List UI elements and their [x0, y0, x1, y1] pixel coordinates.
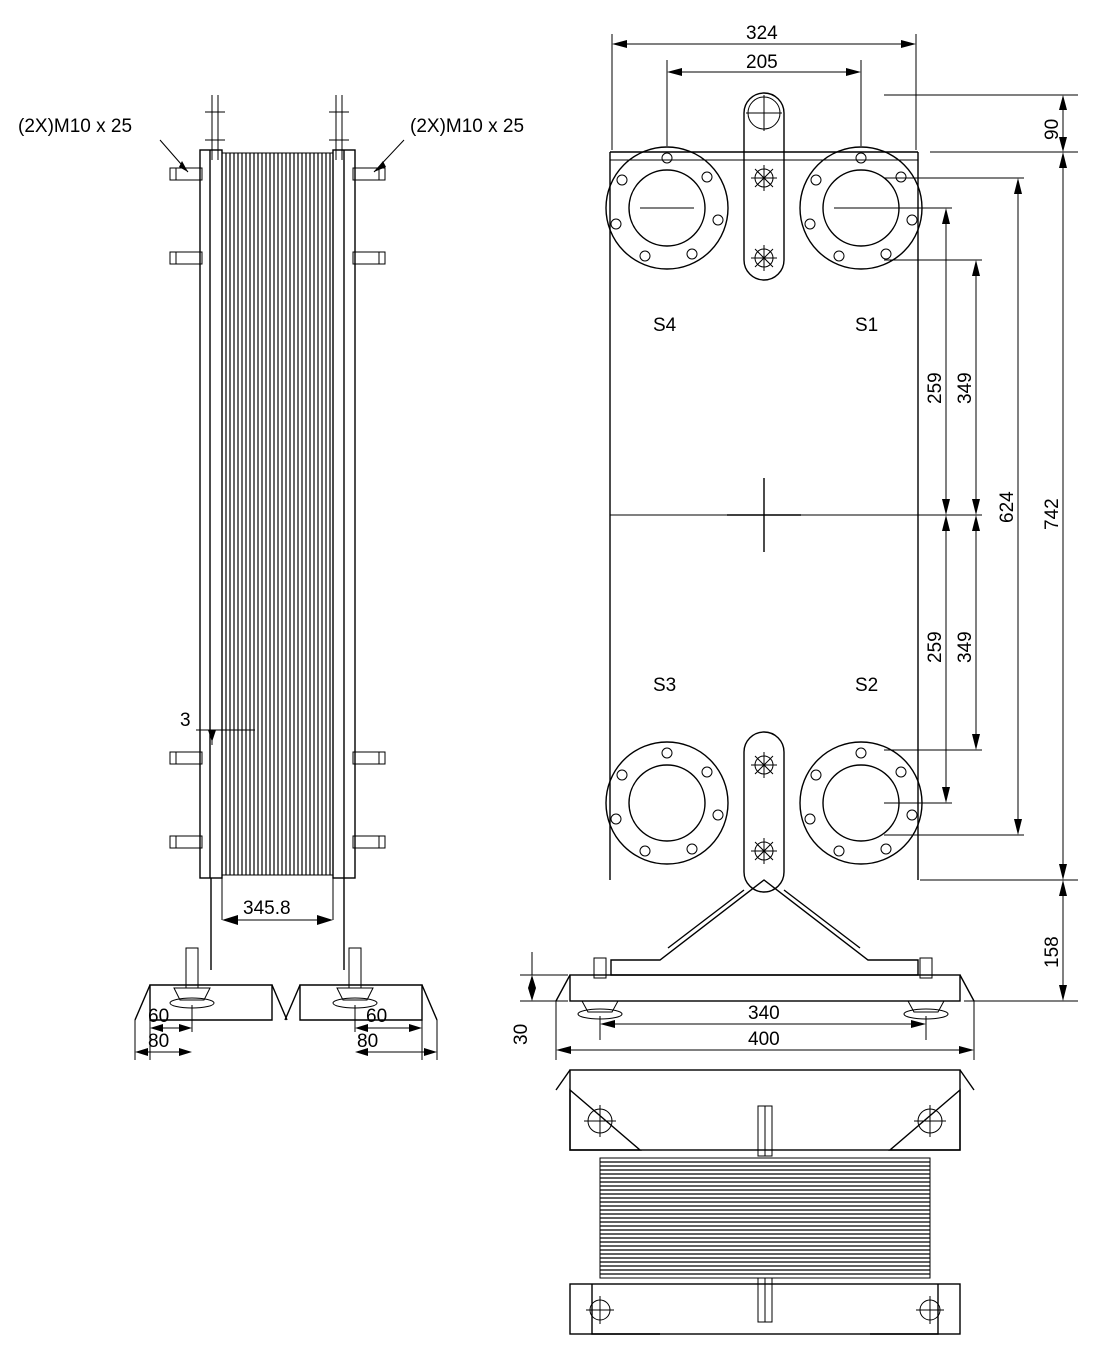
port-label-s4: S4	[653, 315, 677, 336]
dim-overall-height: 742	[1042, 498, 1063, 530]
dim-lower-port-offset: 259	[925, 631, 946, 663]
note-left-label: (2X)M10 x 25	[18, 116, 133, 137]
note-right-label: (2X)M10 x 25	[410, 116, 525, 137]
dim-top-offset: 90	[1042, 118, 1063, 140]
dim-upper-port-offset: 259	[925, 372, 946, 404]
port-label-s1: S1	[855, 315, 879, 336]
front-view-group	[520, 34, 1078, 1060]
bottom-view-group	[556, 1070, 974, 1334]
dim-base-height: 158	[1042, 936, 1063, 968]
port-label-s3: S3	[653, 675, 677, 696]
dim-foot-bolt-centers: 340	[748, 1003, 780, 1024]
dim-foot-plate-thickness: 30	[511, 1023, 532, 1045]
dim-lower-frame-offset: 349	[955, 631, 976, 663]
dim-upper-frame-offset: 349	[955, 372, 976, 404]
dim-foot-inner-left: 60	[148, 1006, 170, 1027]
dim-foot-inner-right: 60	[366, 1006, 388, 1027]
dim-port-centers-width: 205	[746, 52, 778, 73]
dim-plate-pack-thickness: 3	[180, 710, 191, 731]
dim-foot-outer-right: 80	[357, 1031, 379, 1052]
dim-overall-width: 324	[746, 23, 778, 44]
dim-foot-outer-left: 80	[148, 1031, 170, 1052]
dim-base-width: 400	[748, 1029, 780, 1050]
port-label-s2: S2	[855, 675, 879, 696]
dim-port-span: 624	[997, 491, 1018, 523]
dim-pack-width: 345.8	[243, 898, 291, 919]
